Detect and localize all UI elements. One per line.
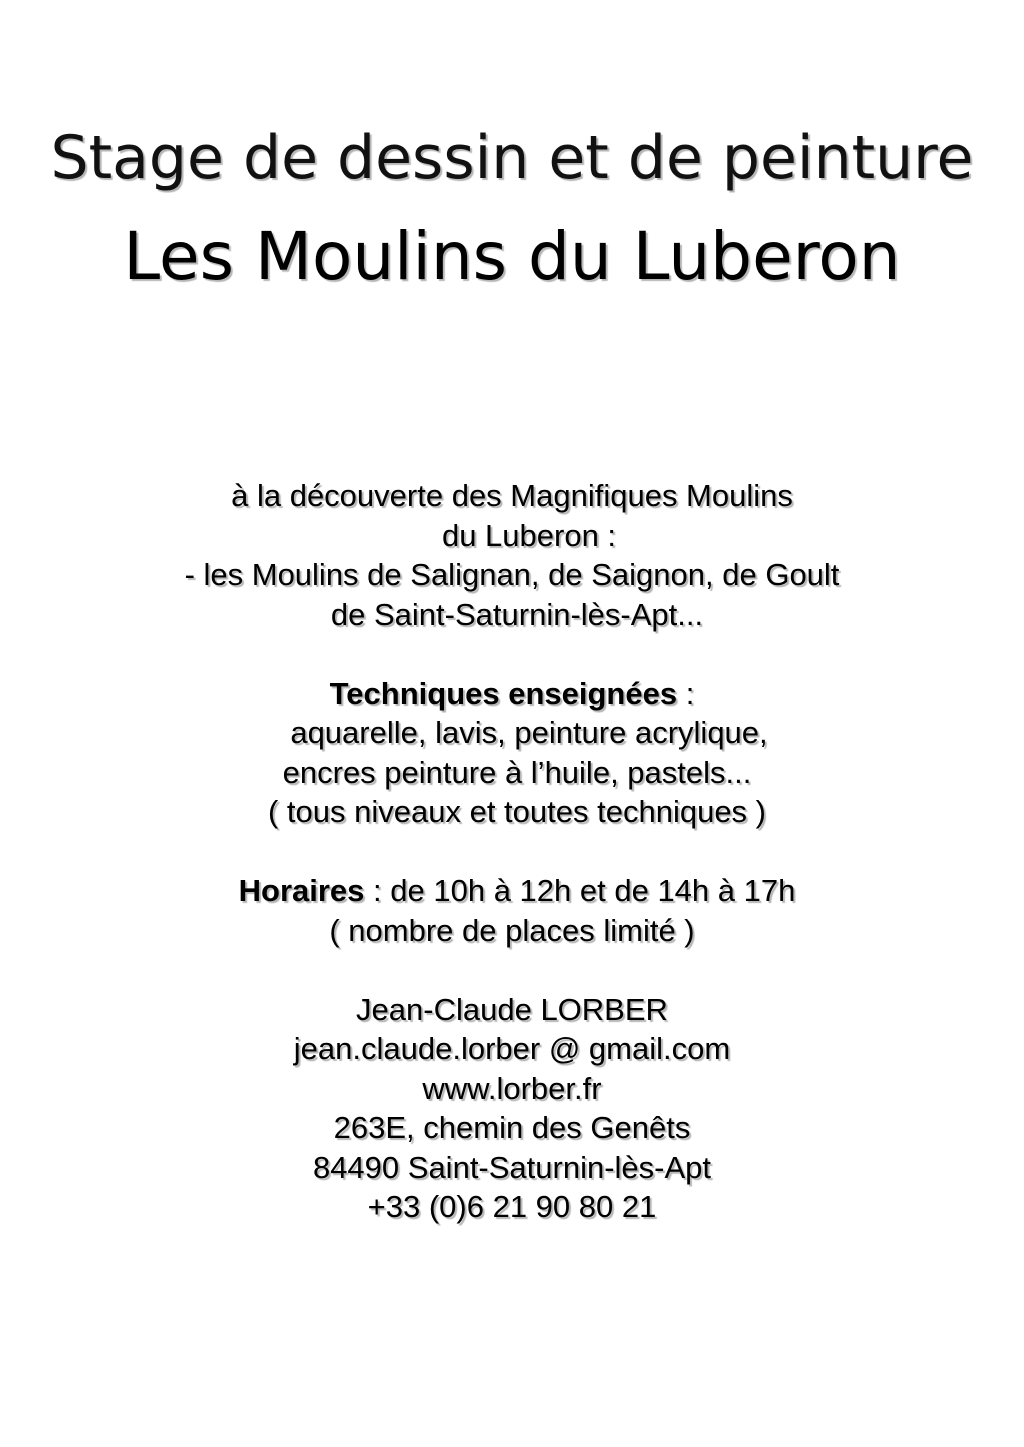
intro-line-4: de Saint-Saturnin-lès-Apt...	[330, 596, 704, 632]
spacer	[0, 634, 1024, 674]
intro-line-1: à la découverte des Magnifiques Moulins	[231, 478, 793, 513]
techniques-line-3: ( tous niveaux et toutes techniques )	[267, 794, 766, 829]
contact-address-line-1: 263E, chemin des Genêts	[333, 1110, 691, 1145]
contact-name: Jean-Claude LORBER	[356, 991, 668, 1027]
spacer	[0, 950, 1024, 990]
contact-phone: +33 (0)6 21 90 80 21	[367, 1189, 657, 1224]
horaires-line	[0, 871, 1024, 911]
page-subtitle: Stage de dessin et de peinture	[50, 123, 974, 193]
techniques-line-2: encres peinture à l’huile, pastels...	[282, 754, 752, 790]
spacer	[0, 832, 1024, 872]
horaires-value: : de 10h à 12h et de 14h à 17h	[364, 873, 796, 908]
horaires-note: ( nombre de places limité )	[329, 912, 695, 948]
techniques-separator: :	[677, 675, 695, 711]
contact-website: www.lorber.fr	[422, 1070, 602, 1106]
horaires-label: Horaires	[238, 873, 365, 908]
intro-line-3: - les Moulins de Salignan, de Saignon, de Goult	[184, 557, 840, 592]
techniques-line-1: aquarelle, lavis, peinture acrylique,	[290, 715, 768, 750]
techniques-heading	[0, 674, 1024, 714]
intro-line-2: du Luberon :	[441, 517, 617, 553]
page-title: Les Moulins du Luberon	[123, 218, 901, 295]
contact-address-line-2: 84490 Saint-Saturnin-lès-Apt	[312, 1149, 712, 1185]
flyer-body	[0, 476, 1024, 1227]
contact-email: jean.claude.lorber @ gmail.com	[293, 1031, 731, 1066]
techniques-label: Techniques enseignées	[329, 675, 678, 711]
